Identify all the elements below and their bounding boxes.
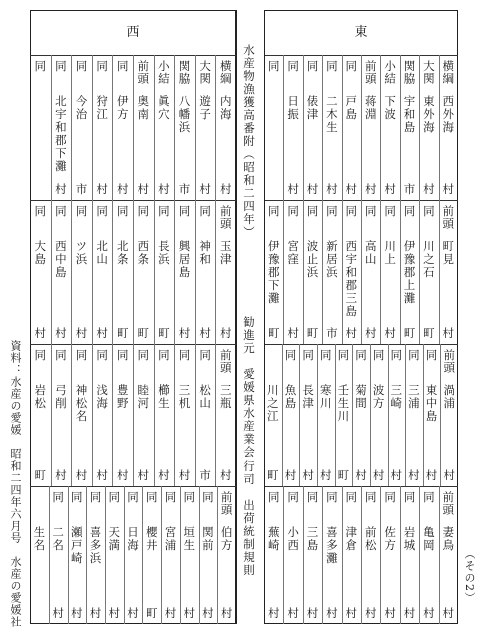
west-rank-label: 前頭: [218, 349, 233, 374]
east-rank-label: 同: [324, 491, 339, 504]
west-municipality-suffix: 町: [145, 606, 158, 620]
west-place-name: 豊野: [115, 384, 130, 410]
east-rank-label: 同: [402, 205, 417, 218]
west-column-rule: [199, 486, 200, 624]
west-rank-label: 同: [53, 205, 68, 218]
east-place-name: 津倉: [344, 526, 359, 552]
center-divider-right: [264, 10, 265, 624]
east-place-name: 菊間: [354, 384, 368, 410]
east-rank-label: 同: [266, 60, 281, 73]
west-place-name: 瀬戸崎: [69, 526, 84, 565]
page-note: （その2）: [463, 548, 476, 604]
west-column-rule: [112, 55, 113, 200]
west-municipality-suffix: 村: [55, 326, 67, 340]
east-place-name: 二木生: [324, 95, 339, 134]
west-rank-label: 同: [33, 205, 48, 218]
west-municipality-suffix: 村: [96, 182, 108, 196]
west-municipality-suffix: 村: [127, 606, 139, 620]
east-rank-label: 同: [305, 60, 320, 73]
east-rank-label: 前頭: [441, 491, 456, 516]
east-rank-label: 小結: [383, 60, 398, 85]
west-rank-label: 同: [33, 60, 48, 73]
east-rank-label: 同: [344, 491, 359, 504]
west-place-name: 天満: [107, 526, 122, 552]
east-municipality-suffix: 村: [423, 182, 435, 196]
east-rank-label: 同: [363, 205, 378, 218]
west-rank-label: 前頭: [218, 205, 233, 230]
east-column-rule: [342, 55, 343, 200]
west-place-name: 今治: [74, 95, 89, 121]
west-municipality-suffix: 村: [158, 182, 170, 196]
east-municipality-suffix: 村: [384, 326, 396, 340]
east-rank-label: 前頭: [441, 205, 456, 230]
east-rank-label: 同: [336, 349, 351, 362]
west-rank-label: 関脇: [177, 60, 192, 85]
east-rank-label: 同: [266, 205, 281, 218]
west-column-rule: [174, 344, 175, 486]
east-place-name: 伊豫郡下灘: [266, 240, 281, 305]
west-place-name: 北条: [115, 240, 130, 266]
east-municipality-suffix: 町: [337, 468, 350, 482]
east-municipality-suffix: 町: [267, 468, 279, 482]
east-rank-label: 同: [402, 491, 417, 504]
east-column-rule: [342, 486, 343, 624]
east-place-name: 川上: [383, 240, 398, 266]
west-place-name: ツ浜: [74, 240, 89, 266]
west-municipality-suffix: 村: [52, 606, 64, 620]
east-municipality-suffix: 村: [306, 182, 319, 196]
west-place-name: 大島: [33, 240, 48, 266]
east-place-name: 高山: [363, 240, 378, 266]
west-place-name: 睦河: [136, 384, 151, 410]
west-place-name: 櫻井: [144, 526, 159, 552]
west-header: 西: [126, 25, 140, 40]
east-municipality-suffix: 村: [345, 182, 358, 196]
west-rank-label: 同: [53, 349, 68, 362]
west-rank-label: 大関: [198, 60, 213, 85]
east-column-rule: [380, 486, 381, 624]
promoter: 勧進元 愛媛県水産業会: [242, 316, 256, 459]
east-municipality-suffix: 村: [384, 182, 396, 196]
west-column-rule: [49, 486, 50, 624]
east-municipality-suffix: 村: [287, 606, 299, 620]
east-municipality-suffix: 村: [345, 326, 358, 340]
east-rank-label: 横綱: [441, 60, 456, 85]
west-municipality-suffix: 村: [116, 468, 129, 482]
west-municipality-suffix: 村: [202, 606, 214, 620]
west-place-name: 伊方: [115, 95, 130, 121]
east-place-name: 三崎: [389, 384, 404, 410]
west-municipality-suffix: 村: [75, 468, 88, 482]
west-rank-label: 同: [177, 349, 192, 362]
west-municipality-suffix: 市: [178, 182, 191, 196]
west-place-name: 興居島: [177, 240, 192, 279]
east-column-rule: [303, 486, 304, 624]
east-municipality-suffix: 村: [267, 606, 280, 620]
east-rank-label: 同: [324, 60, 339, 73]
east-rank-label: 同: [318, 349, 333, 362]
west-rank-label: 同: [144, 491, 159, 504]
east-municipality-suffix: 市: [403, 182, 416, 196]
west-place-name: 眞穴: [156, 95, 171, 121]
west-place-name: 遊子: [198, 95, 213, 121]
west-place-name: 浅海: [95, 384, 110, 410]
east-place-name: 寒川: [318, 384, 333, 410]
west-rank-label: 同: [107, 491, 122, 504]
west-column-rule: [71, 200, 72, 344]
east-municipality-suffix: 町: [423, 326, 435, 340]
west-municipality-suffix: 村: [219, 182, 232, 196]
west-column-rule: [142, 486, 143, 624]
east-rank-label: 同: [305, 205, 320, 218]
west-place-name: 生名: [32, 526, 47, 552]
east-rank-label: 同: [305, 491, 320, 504]
west-rank-label: 同: [69, 491, 84, 504]
west-place-name: 関前: [200, 526, 215, 552]
west-column-rule: [105, 486, 106, 624]
west-column-rule: [133, 344, 134, 486]
east-rank-label: 同: [286, 491, 301, 504]
west-place-name: 二名: [51, 526, 66, 552]
west-municipality-suffix: 村: [55, 468, 67, 482]
west-municipality-suffix: 村: [96, 468, 108, 482]
east-rank-label: 同: [266, 491, 281, 504]
west-column-rule: [92, 200, 93, 344]
west-municipality-suffix: 市: [75, 182, 88, 196]
east-rank-label: 大関: [421, 60, 436, 85]
west-rank-label: 同: [136, 349, 151, 362]
east-municipality-suffix: 村: [403, 606, 416, 620]
west-column-rule: [195, 200, 196, 344]
west-municipality-suffix: 村: [183, 606, 195, 620]
west-rank-label: 同: [163, 491, 178, 504]
east-place-name: 魚島: [283, 384, 298, 410]
east-municipality-suffix: 村: [442, 326, 455, 340]
east-place-name: 前松: [363, 526, 378, 552]
east-place-name: 西宇和郡三島: [344, 240, 359, 318]
east-place-name: 俵津: [305, 95, 320, 121]
west-rank-label: 同: [200, 491, 215, 504]
east-column-rule: [388, 344, 389, 486]
east-municipality-suffix: 村: [364, 182, 377, 196]
west-column-rule: [51, 344, 52, 486]
east-rank-label: 同: [283, 349, 298, 362]
west-place-name: 狩江: [95, 95, 110, 121]
east-place-name: 東外海: [421, 95, 436, 134]
east-place-name: 戸島: [344, 95, 359, 121]
east-column-rule: [405, 344, 406, 486]
east-municipality-suffix: 村: [364, 606, 377, 620]
east-column-rule: [317, 344, 318, 486]
east-column-rule: [400, 486, 401, 624]
west-place-name: 北宇和郡下灘: [53, 95, 68, 173]
east-header: 東: [354, 25, 368, 40]
east-municipality-suffix: 村: [384, 606, 396, 620]
west-municipality-suffix: 村: [137, 182, 150, 196]
east-place-name: 長津: [301, 384, 316, 410]
west-rank-label: 同: [115, 60, 130, 73]
west-place-name: 神和: [198, 240, 213, 266]
west-place-name: 西条: [136, 240, 151, 266]
west-rank-label: 同: [53, 60, 68, 73]
east-municipality-suffix: 村: [372, 468, 385, 482]
west-municipality-suffix: 村: [199, 182, 211, 196]
west-rank-label: 同: [74, 205, 89, 218]
west-rank-label: 同: [198, 349, 213, 362]
west-place-name: 日海: [126, 526, 140, 552]
east-place-name: 三島: [305, 526, 320, 552]
east-column-rule: [299, 344, 300, 486]
west-municipality-suffix: 村: [158, 468, 170, 482]
east-place-name: 喜多灘: [324, 526, 339, 565]
east-place-name: 亀岡: [421, 526, 436, 552]
east-place-name: 川之江: [265, 384, 280, 423]
east-rank-label: 同: [324, 205, 339, 218]
west-place-name: 八幡浜: [177, 95, 192, 134]
east-municipality-suffix: 村: [364, 326, 377, 340]
west-rank-label: 同: [88, 491, 103, 504]
west-column-rule: [71, 55, 72, 200]
east-column-rule: [283, 55, 284, 200]
west-place-name: 長浜: [156, 240, 171, 266]
west-municipality-suffix: 村: [164, 606, 177, 620]
west-column-rule: [195, 344, 196, 486]
west-municipality-suffix: 村: [55, 182, 67, 196]
west-municipality-suffix: 村: [89, 606, 102, 620]
east-column-rule: [283, 486, 284, 624]
east-place-name: 下波: [383, 95, 398, 121]
east-place-name: 妻鳥: [441, 526, 456, 552]
west-place-name: 神松名: [74, 384, 89, 423]
east-rank-label: 同: [286, 205, 301, 218]
west-column-rule: [180, 486, 181, 624]
east-rank-label: 同: [371, 349, 386, 362]
west-municipality-suffix: 村: [178, 468, 191, 482]
east-rank-label: 同: [421, 205, 436, 218]
west-column-rule: [92, 344, 93, 486]
west-municipality-suffix: 村: [96, 326, 108, 340]
west-place-name: 弓削: [53, 384, 68, 410]
east-column-rule: [361, 200, 362, 344]
east-municipality-suffix: 村: [326, 606, 338, 620]
east-place-name: 小西: [286, 526, 301, 552]
west-place-name: 垣生: [182, 526, 197, 552]
west-rank-label: 同: [177, 205, 192, 218]
east-rank-label: 前頭: [442, 349, 457, 374]
west-municipality-suffix: 村: [71, 606, 83, 620]
east-place-name: 伊豫郡上灘: [402, 240, 417, 305]
west-place-name: 内海: [218, 95, 233, 121]
west-column-rule: [124, 486, 125, 624]
west-rank-label: 同: [156, 205, 171, 218]
west-column-rule: [161, 486, 162, 624]
east-rank-label: 関脇: [402, 60, 417, 85]
west-place-name: 西中島: [53, 240, 68, 279]
west-municipality-suffix: 村: [108, 606, 121, 620]
east-municipality-suffix: 村: [423, 606, 435, 620]
east-column-rule: [370, 344, 371, 486]
east-rank-label: 同: [344, 205, 359, 218]
west-rank-label: 同: [198, 205, 213, 218]
west-column-rule: [154, 344, 155, 486]
west-rank-label: 同: [126, 491, 140, 504]
east-rank-label: 前頭: [363, 60, 378, 85]
east-place-name: 三浦: [406, 384, 421, 410]
east-place-name: 波方: [371, 384, 386, 410]
east-rank-label: 同: [354, 349, 368, 362]
west-place-name: 三机: [177, 384, 192, 410]
west-place-name: 松山: [198, 384, 213, 410]
east-municipality-suffix: 村: [287, 326, 299, 340]
east-place-name: 佐方: [383, 526, 398, 552]
east-place-name: 蒋淵: [363, 95, 378, 121]
west-rank-label: 同: [95, 60, 110, 73]
west-column-rule: [133, 200, 134, 344]
east-place-name: 壬生川: [336, 384, 351, 423]
east-municipality-suffix: 村: [319, 468, 332, 482]
east-rank-label: 同: [286, 60, 301, 73]
west-rank-label: 同: [115, 205, 130, 218]
center-divider-left: [236, 10, 237, 624]
west-municipality-suffix: 村: [178, 326, 191, 340]
west-rank-label: 同: [182, 491, 197, 504]
east-rank-label: 同: [406, 349, 421, 362]
east-municipality-suffix: 村: [443, 468, 455, 482]
west-municipality-suffix: 村: [199, 326, 211, 340]
east-place-name: 蕪崎: [266, 526, 281, 552]
west-municipality-suffix: 村: [34, 326, 47, 340]
east-place-name: 川之石: [421, 240, 436, 279]
west-municipality-suffix: 町: [34, 468, 47, 482]
east-municipality-suffix: 村: [425, 468, 438, 482]
east-municipality-suffix: 村: [284, 468, 297, 482]
east-municipality-suffix: 町: [306, 326, 319, 340]
west-municipality-suffix: 町: [137, 326, 150, 340]
west-column-rule: [112, 344, 113, 486]
east-municipality-suffix: 村: [326, 182, 338, 196]
west-place-name: 喜多浜: [88, 526, 103, 565]
east-municipality-suffix: 村: [287, 182, 299, 196]
west-municipality-suffix: 村: [219, 468, 232, 482]
east-place-name: 岩城: [402, 526, 417, 552]
east-place-name: 新居浜: [324, 240, 339, 279]
west-municipality-suffix: 市: [199, 468, 211, 482]
west-municipality-suffix: 町: [158, 326, 170, 340]
east-municipality-suffix: 村: [442, 182, 455, 196]
east-place-name: 西外海: [441, 95, 456, 134]
east-municipality-suffix: 村: [442, 606, 455, 620]
west-rank-label: 同: [74, 60, 89, 73]
west-column-rule: [154, 200, 155, 344]
east-municipality-suffix: 村: [390, 468, 403, 482]
west-place-name: 宮浦: [163, 526, 178, 552]
east-place-name: 宮窪: [286, 240, 301, 266]
east-municipality-suffix: 村: [345, 606, 358, 620]
west-rank-label: 同: [115, 349, 130, 362]
east-rank-label: 同: [383, 205, 398, 218]
east-place-name: 日振: [286, 95, 301, 121]
east-place-name: 渦浦: [442, 384, 457, 410]
east-rank-label: 同: [424, 349, 439, 362]
west-place-name: 奥南: [136, 95, 151, 121]
east-rank-label: 同: [389, 349, 404, 362]
east-rank-label: 同: [421, 491, 436, 504]
west-rank-label: 同: [51, 491, 66, 504]
east-column-rule: [380, 200, 381, 344]
west-rank-label: 同: [156, 349, 171, 362]
east-municipality-suffix: 町: [403, 326, 416, 340]
west-municipality-suffix: 村: [75, 326, 88, 340]
west-place-name: 伯方: [219, 526, 234, 552]
west-rank-label: 前頭: [136, 60, 151, 85]
west-municipality-suffix: 村: [219, 326, 232, 340]
east-column-rule: [419, 486, 420, 624]
west-rank-label: 同: [95, 349, 110, 362]
east-rank-label: 同: [344, 60, 359, 73]
west-rank-label: 同: [74, 349, 89, 362]
west-band-rule: [30, 486, 236, 487]
east-place-name: 東中島: [424, 384, 439, 423]
publisher: 行司 出荷統制規則: [242, 460, 256, 577]
east-municipality-suffix: 村: [306, 606, 319, 620]
west-place-name: 玉津: [218, 240, 233, 266]
chart-title: 水産物漁獲高番附（昭和二四年）: [242, 44, 256, 239]
west-place-name: 三瓶: [218, 384, 233, 410]
east-band-rule: [264, 344, 458, 345]
east-rank-label: 同: [301, 349, 316, 362]
west-place-name: 櫛生: [156, 384, 171, 410]
west-rank-label: 前頭: [219, 491, 234, 516]
east-column-rule: [283, 200, 284, 344]
east-municipality-suffix: 村: [302, 468, 314, 482]
west-place-name: 北山: [95, 240, 110, 266]
east-place-name: 宇和島: [402, 95, 417, 134]
west-column-rule: [92, 55, 93, 200]
west-municipality-suffix: 村: [220, 606, 233, 620]
west-column-rule: [112, 200, 113, 344]
west-rank-label: 小結: [156, 60, 171, 85]
west-rank-label: 横綱: [218, 60, 233, 85]
west-rank-label: 同: [136, 205, 151, 218]
east-municipality-suffix: 村: [355, 468, 367, 482]
source-note: 資料：水産の愛媛 昭和二四年六月号 水産の愛媛社: [9, 340, 22, 628]
east-municipality-suffix: 町: [267, 326, 280, 340]
east-place-name: 町見: [441, 240, 456, 266]
west-municipality-suffix: 村: [137, 468, 150, 482]
east-rank-label: 同: [363, 491, 378, 504]
east-column-rule: [303, 55, 304, 200]
east-column-rule: [361, 486, 362, 624]
east-municipality-suffix: 村: [408, 468, 420, 482]
west-rank-label: 同: [33, 349, 48, 362]
east-rank-label: 同: [383, 491, 398, 504]
east-place-name: 波止浜: [305, 240, 320, 279]
west-municipality-suffix: 町: [116, 326, 129, 340]
east-municipality-suffix: 市: [326, 326, 338, 340]
west-rank-label: 同: [95, 205, 110, 218]
west-municipality-suffix: 村: [116, 182, 129, 196]
west-place-name: 岩松: [33, 384, 48, 410]
